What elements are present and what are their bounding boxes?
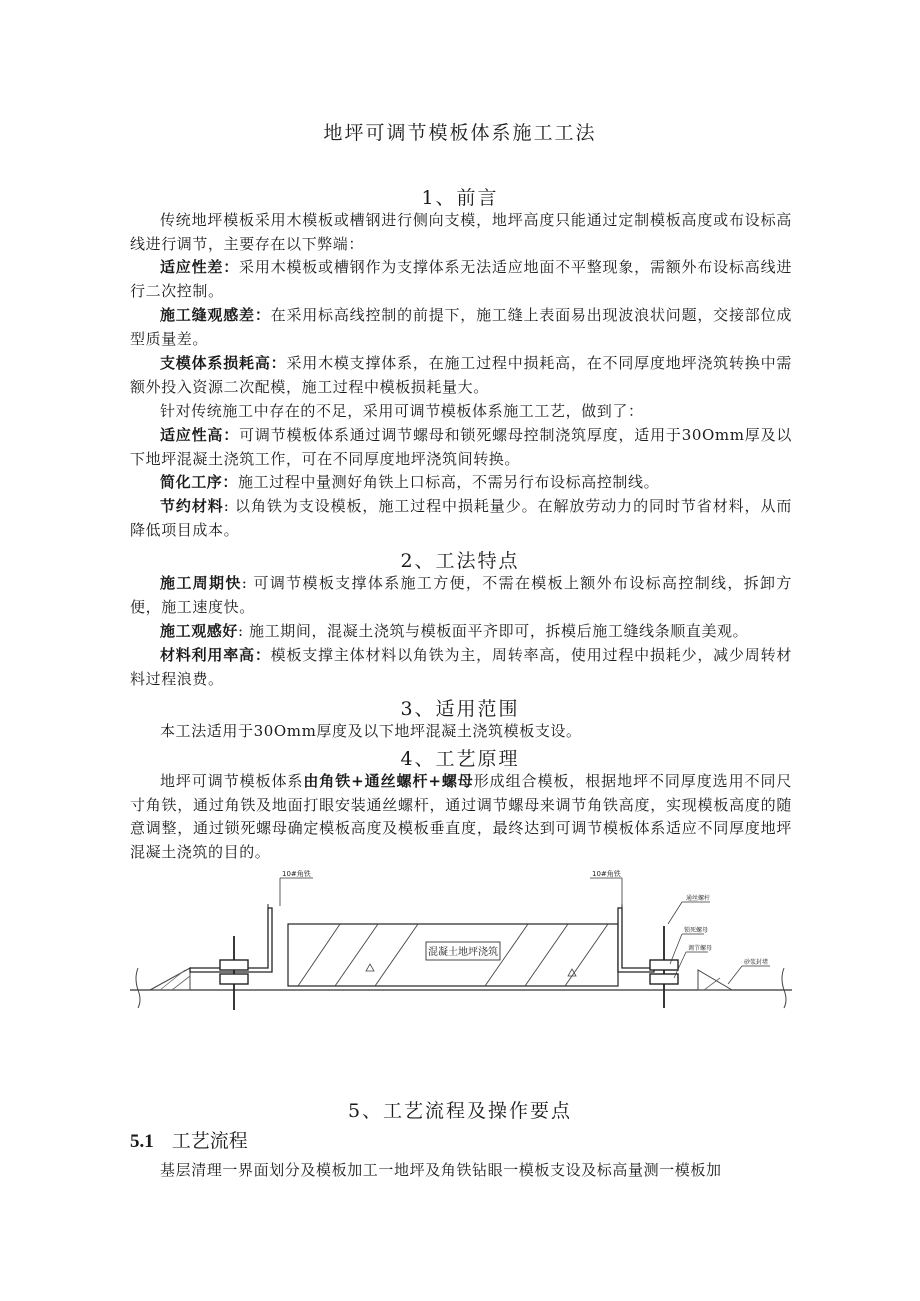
label-angle-iron-right: 10#角铁 (592, 870, 621, 878)
sec1-paragraph-save-material: 节约材料: 以角铁为支设模板，施工过程中损耗量少。在解放劳动力的同时节省材料，从而降低项目成本。 (130, 497, 793, 539)
sec2-paragraph-appearance: 施工观感好: 施工期间，混凝土浇筑与模板面平齐即可，拆模后施工缝线条顺直美观。 (160, 622, 749, 640)
sec2-paragraph-fast: 施工周期快: 可调节模板支撑体系施工方便，不需在模板上额外布设标高控制线，拆卸方便，施工速度快。 (130, 574, 792, 616)
sec1-paragraph-high-adaptability: 适应性高：可调节模板体系通过调节螺母和锁死螺母控制浇筑厚度，适用于30Omm厚及以下地坪混凝土浇筑工作，可在不同厚度地坪浇筑间转换。 (130, 426, 792, 468)
sec4-paragraph-principle: 地坪可调节模板体系由角铁+通丝螺杆+螺母形成组合模板，根据地坪不同厚度选用不同尺寸角铁，通过角铁及地面打眼安装通丝螺杆，通过调节螺母来调节角铁高度，实现模板高度的随意调整，通过锁死螺母确定模板高度及模板垂直度，最终达到可调节模板体系适应不同厚度地坪混凝土浇筑的目的。 (130, 772, 792, 861)
label-adjust-nut: 调节螺母 (688, 945, 713, 952)
sec3-paragraph-scope: 本工法适用于30Omm厚度及以下地坪混凝土浇筑模板支设。 (160, 722, 582, 740)
sec1-paragraph-intro: 传统地坪模板采用木模板或槽钢进行侧向支模，地坪高度只能通过定制模板高度或布设标高线进行调节，主要存在以下弊端： (130, 211, 792, 253)
section-1-heading: 1、前言 (421, 187, 499, 209)
sec5-paragraph-flow: 基层清理一界面划分及模板加工一地坪及角铁钻眼一模板支设及标高量测一模板加 (160, 1161, 722, 1179)
label-threaded-rod: 通丝螺杆 (686, 895, 711, 902)
section-3-heading: 3、适用范围 (400, 698, 520, 720)
label-lock-nut: 锁死螺母 (684, 927, 709, 934)
label-mortar-seal: 砂浆封堵 (744, 959, 769, 966)
sec1-paragraph-joint: 施工缝观感差：在采用标高线控制的前提下，施工缝上表面易出现波浪状问题，交接部位成型质量差。 (130, 306, 792, 348)
document-title: 地坪可调节模板体系施工工法 (323, 122, 597, 144)
sec1-paragraph-formwork-loss: 支模体系损耗高：采用木模支撑体系，在施工过程中损耗高，在不同厚度地坪浇筑转换中需额外投入资源二次配模，施工过程中模板损耗量大。 (130, 354, 793, 396)
break-line-right (782, 968, 786, 1008)
section-4-heading: 4、工艺原理 (400, 748, 520, 770)
lock-nut-left (220, 960, 248, 970)
label-angle-iron-left: 10#角铁 (282, 870, 311, 878)
lock-nut-right (650, 960, 678, 970)
adjust-nut-left (220, 974, 248, 984)
sec1-paragraph-achieved: 针对传统施工中存在的不足，采用可调节模板体系施工工艺，做到了： (160, 402, 644, 420)
mortar-seal-right (698, 970, 732, 990)
sec1-paragraph-adaptability: 适应性差：采用木模板或槽钢作为支撑体系无法适应地面不平整现象，需额外布设标高线进行二次控制。 (130, 258, 792, 300)
adjust-nut-right (650, 974, 678, 984)
angle-iron-right (618, 908, 654, 972)
label-concrete: 混凝土地坪浇筑 (428, 947, 498, 958)
formwork-diagram (130, 868, 792, 1018)
sec2-paragraph-utilization: 材料利用率高：模板支撑主体材料以角铁为主，周转率高，使用过程中损耗少，减少周转材料过程浪费。 (130, 646, 792, 688)
sec1-paragraph-simplify: 简化工序：施工过程中量测好角铁上口标高，不需另行布设标高控制线。 (160, 473, 660, 491)
section-2-heading: 2、工法特点 (400, 550, 520, 572)
section-5-heading: 5、工艺流程及操作要点 (347, 1100, 573, 1122)
break-line-left (136, 968, 140, 1008)
subsection-5-1-heading: 5.1 工艺流程 (130, 1130, 248, 1152)
